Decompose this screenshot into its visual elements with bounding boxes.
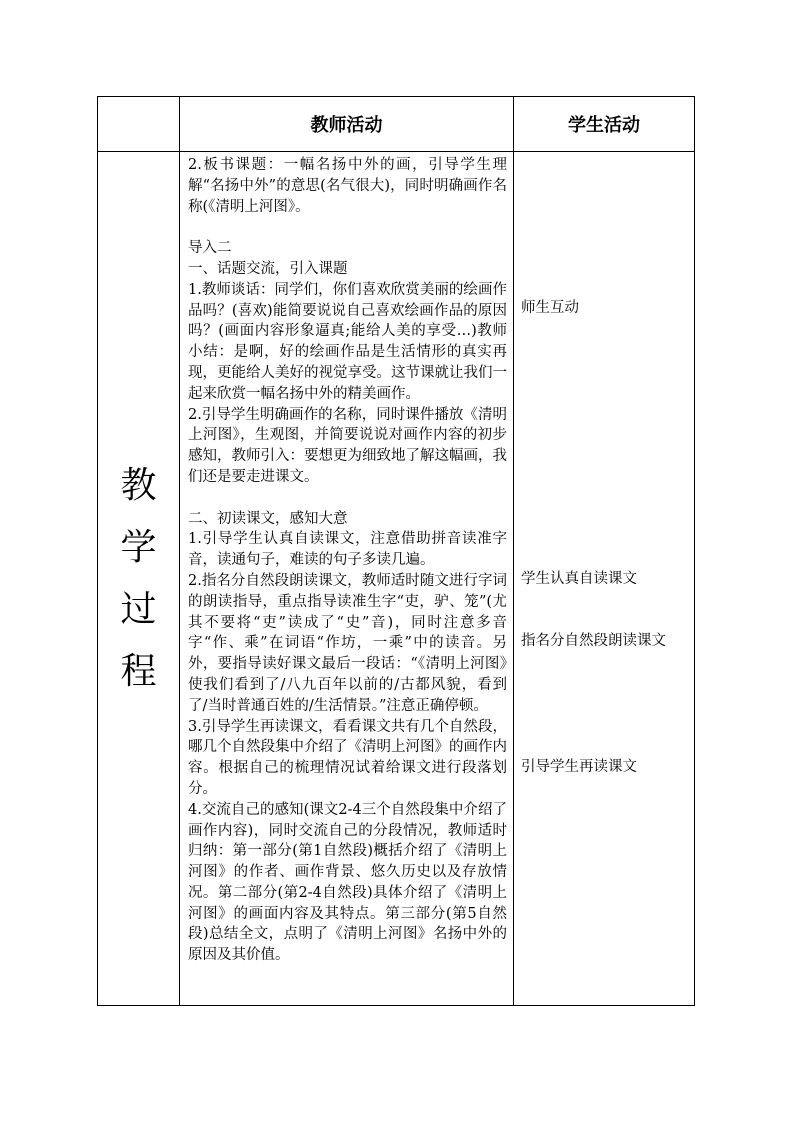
student-activity-header: 学生活动 [514,97,695,152]
teacher-paragraph: 2.板书课题：一幅名扬中外的画，引导学生理解“名扬中外”的意思(名气很大)，同时明确画作名称(《清明上河图》。 [188,157,507,215]
side-label-char: 程 [120,650,157,692]
student-note: 师生互动 [521,300,579,316]
paragraph-spacer [188,488,507,509]
side-label-char: 过 [120,588,157,630]
student-note: 学生认真自读课文 [521,571,637,587]
teacher-activity-cell [180,152,514,1006]
side-label-char: 学 [120,526,157,568]
teaching-process-label [98,152,180,1006]
teacher-activity-header: 教师活动 [180,97,514,152]
teacher-paragraph: 2.指名分自然段朗读课文，教师适时随文进行字词的朗读指导，重点指导读准生字“吏，驴、笼”(尤其不要将“吏”读成了“史”音)，同时注意多音字“作、乘”在词语“作坊，一乘”中的读音。另外，要指导读好课文最后一段话：“《清明上河图》使我们看到了/八九百年以前的/古都风貌，看到了/当时普通百姓的/生活情景。”注意正确停顿。 [188,572,507,714]
teacher-paragraph: 1.引导学生认真自读课文，注意借助拼音读准字音，读通句子，难读的句子多读几遍。 [188,531,507,569]
student-activity-cell [514,152,695,1006]
header-empty-cell [98,97,180,152]
teacher-paragraph: 4.交流自己的感知(课文2-4三个自然段集中介绍了画作内容)，同时交流自己的分段情况，教师适时归纳：第一部分(第1自然段)概括介绍了《清明上河图》的作者、画作背景、悠久历史以及存放情况。第二部分(第2-4自然段)具体介绍了《清明上河图》的画面内容及其特点。第三部分(第5自然段)总结全文，点明了《清明上河图》名扬中外的原因及其价值。 [188,801,507,964]
teacher-paragraph: 3.引导学生再读课文，看看课文共有几个自然段，哪几个自然段集中介绍了《清明上河图》的画作内容。根据自己的梳理情况试着给课文进行段落划分。 [188,718,507,797]
side-label-char: 教 [120,464,157,506]
teacher-paragraph: 一、话题交流，引入课题 [188,260,348,277]
teacher-paragraph: 1.教师谈话：同学们，你们喜欢欣赏美丽的绘画作品吗？(喜欢)能简要说说自己喜欢绘画作品的原因吗？(画面内容形象逼真;能给人美的享受…)教师小结：是啊，好的绘画作品是生活情形的真实再现，更能给人美好的视觉享受。这节课就让我们一起来欣赏一幅名扬中外的精美画作。 [188,281,507,402]
lesson-plan-table [97,96,695,1006]
table-body-row [98,152,695,1006]
student-note: 引导学生再读课文 [521,759,637,775]
student-note: 指名分自然段朗读课文 [521,633,666,649]
teacher-paragraph: 导入二 [188,240,232,257]
paragraph-spacer [188,217,507,238]
table-header-row [98,97,695,152]
teacher-paragraph: 2.引导学生明确画作的名称，同时课件播放《清明上河图》，生观图，并简要说说对画作内容的初步感知，教师引入：要想更为细致地了解这幅画，我们还是要走进课文。 [188,406,507,485]
teacher-paragraph: 二、初读课文，感知大意 [188,510,348,527]
